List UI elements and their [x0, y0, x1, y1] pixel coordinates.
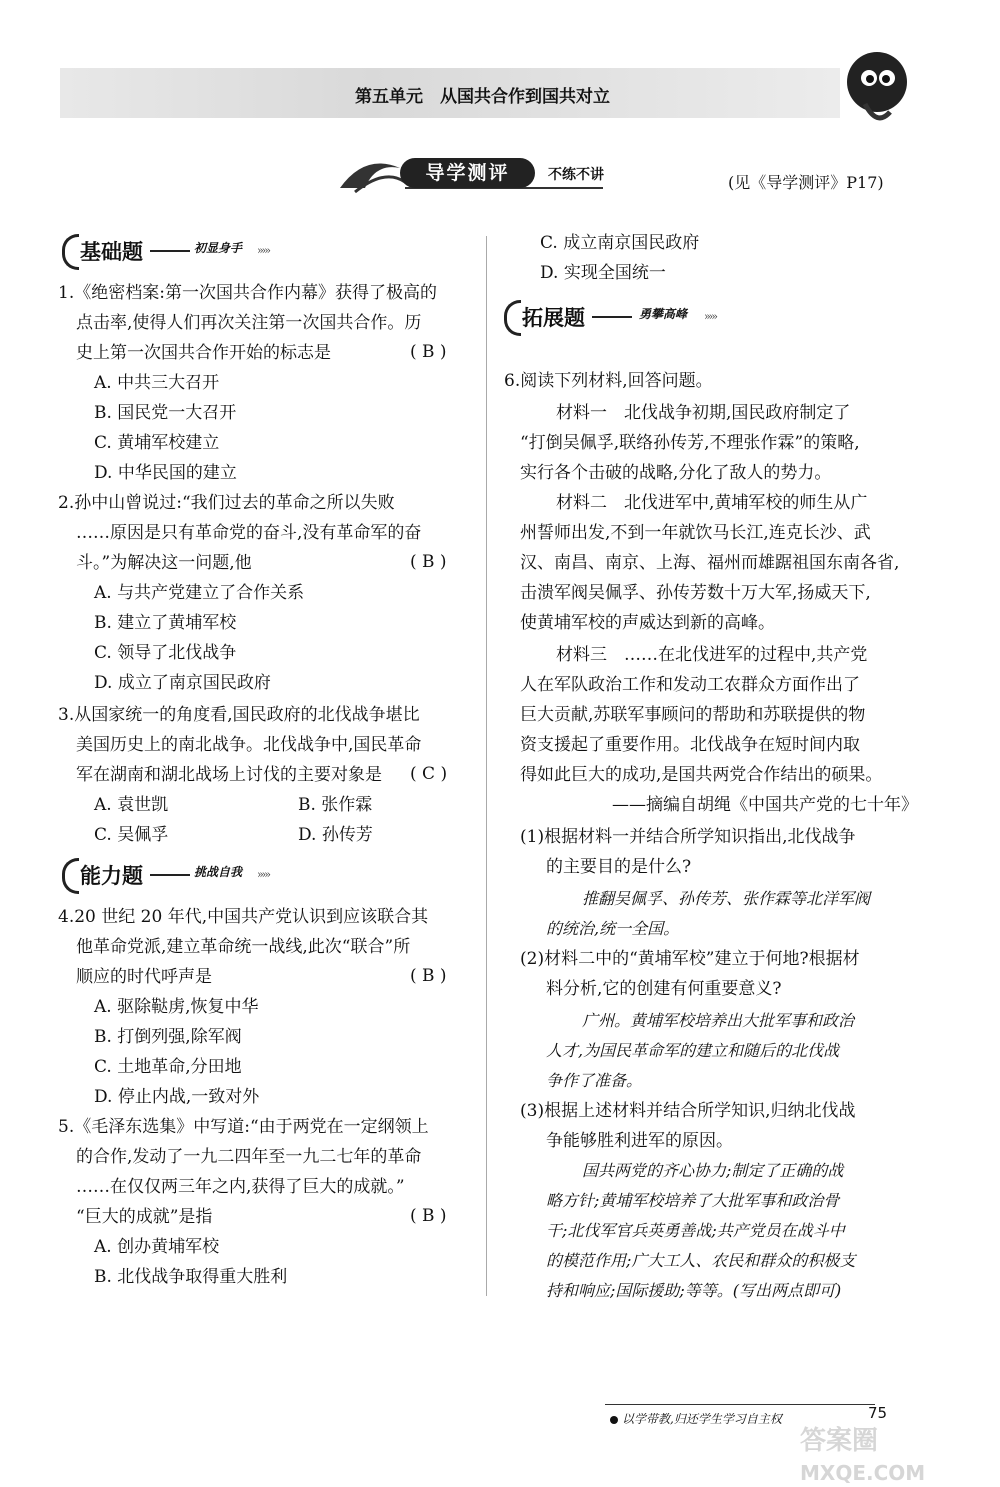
material-line: 资支援起了重要作用。北伐战争在短时间内取 [520, 735, 860, 755]
option: B. 国民党一大召开 [94, 403, 237, 423]
option: D. 中华民国的建立 [94, 463, 237, 483]
q-line: 的合作,发动了一九二四年至一九二七年的革命 [76, 1147, 422, 1167]
mascot-icon [835, 42, 915, 132]
material-line: 材料一 北伐战争初期,国民政府制定了 [556, 403, 851, 423]
answer: ( C ) [410, 764, 448, 784]
answer: ( B ) [410, 1206, 447, 1226]
material-line: 击溃军阀吴佩孚、孙传芳数十万大军,扬威天下, [520, 583, 871, 603]
material-line: “打倒吴佩孚,联络孙传芳,不理张作霖”的策略, [520, 433, 860, 453]
arrows-icon: ››››› [704, 310, 716, 323]
option: D. 停止内战,一致对外 [94, 1087, 260, 1107]
section-reference: (见《导学测评》P17) [728, 173, 884, 192]
material-line: 州誓师出发,不到一年就饮马长江,连克长沙、武 [520, 523, 871, 543]
arrows-icon: ››››› [257, 868, 269, 881]
q-line: 5.《毛泽东选集》中写道:“由于两党在一定纲领上 [58, 1117, 429, 1137]
sub-question: (3)根据上述材料并结合所学知识,归纳北伐战 [520, 1101, 856, 1121]
heading-title: 拓展题 [522, 306, 585, 330]
q-line: 顺应的时代呼声是 [76, 967, 212, 987]
material-line: 汉、南昌、南京、上海、福州而雄踞祖国东南各省, [520, 553, 900, 573]
material-line: 人在军队政治工作和发动工农群众方面作出了 [520, 675, 860, 695]
handwritten-answer: 推翻吴佩孚、孙传芳、张作霖等北洋军阀 [582, 889, 871, 908]
answer: ( B ) [410, 966, 447, 986]
sub-question: (2)材料二中的“黄埔军校”建立于何地?根据材 [520, 949, 860, 969]
answer: ( B ) [410, 342, 447, 362]
heading-dash [150, 874, 190, 876]
handwritten-answer: 干;北伐军官兵英勇善战;共产党员在战斗中 [546, 1221, 845, 1240]
material-source: ——摘编自胡绳《中国共产党的七十年》 [612, 795, 918, 815]
material-line: 得如此巨大的成功,是国共两党合作结出的硕果。 [520, 765, 883, 785]
unit-title: 第五单元 从国共合作到国共对立 [355, 87, 610, 107]
q-line: 点击率,使得人们再次关注第一次国共合作。历 [76, 313, 422, 333]
material-line: 材料二 北伐进军中,黄埔军校的师生从广 [556, 493, 868, 513]
material-line: 材料三 ……在北伐进军的过程中,共产党 [556, 645, 868, 665]
watermark-logo: 答案圈 MXQE.COM [800, 1426, 926, 1485]
bracket-icon [62, 234, 79, 270]
material-line: 实行各个击破的战略,分化了敌人的势力。 [520, 463, 832, 483]
q-line: ……在仅仅两三年之内,获得了巨大的成就。” [76, 1177, 405, 1197]
q-line: 斗。”为解决这一问题,他 [76, 553, 252, 573]
handwritten-answer: 国共两党的齐心协力;制定了正确的战 [582, 1161, 844, 1180]
material-line: 巨大贡献,苏联军事顾问的帮助和苏联提供的物 [520, 705, 866, 725]
bracket-icon [504, 300, 521, 336]
option: A. 驱除鞑虏,恢复中华 [94, 997, 259, 1017]
heading-extension [504, 298, 744, 334]
option: D. 实现全国统一 [540, 263, 666, 283]
bullet-icon [610, 1416, 618, 1424]
option: B. 建立了黄埔军校 [94, 613, 237, 633]
sub-question: 的主要目的是什么? [546, 857, 692, 877]
heading-title: 基础题 [80, 240, 143, 264]
q-line: 他革命党派,建立革命统一战线,此次“联合”所 [76, 937, 411, 957]
q-line: “巨大的成就”是指 [76, 1207, 213, 1227]
handwritten-answer: 持和响应;国际援助;等等。(写出两点即可) [546, 1281, 842, 1300]
option: D. 孙传芳 [298, 825, 373, 845]
option: A. 中共三大召开 [94, 373, 220, 393]
answer: ( B ) [410, 552, 447, 572]
handwritten-answer: 的统治,统一全国。 [546, 919, 680, 938]
option: A. 与共产党建立了合作关系 [94, 583, 305, 603]
handwritten-answer: 争作了准备。 [546, 1071, 643, 1090]
arrows-icon: ››››› [257, 244, 269, 257]
handwritten-answer: 人才,为国民革命军的建立和随后的北伐战 [546, 1041, 840, 1060]
q-line: 史上第一次国共合作开始的标志是 [76, 343, 331, 363]
section-tag: 不练不讲 [548, 167, 604, 183]
heading-basic [62, 232, 292, 268]
q-line: ……原因是只有革命党的奋斗,没有革命军的奋 [76, 523, 422, 543]
q-line: 4.20 世纪 20 年代,中国共产党认识到应该联合其 [58, 907, 429, 927]
column-divider [486, 236, 487, 1296]
sub-question: 料分析,它的创建有何重要意义? [546, 979, 782, 999]
page-number: 75 [868, 1404, 888, 1422]
option: C. 成立南京国民政府 [540, 233, 700, 253]
option: C. 黄埔军校建立 [94, 433, 220, 453]
heading-subtitle: 初显身手 [194, 241, 243, 255]
option: B. 北伐战争取得重大胜利 [94, 1267, 288, 1287]
q-stem: 6.阅读下列材料,回答问题。 [504, 371, 713, 391]
q-line: 3.从国家统一的角度看,国民政府的北伐战争堪比 [58, 705, 420, 725]
option: A. 创办黄埔军校 [94, 1237, 220, 1257]
heading-dash [592, 316, 632, 318]
section-label: 导学测评 [400, 158, 535, 188]
option: A. 袁世凯 [94, 795, 169, 815]
handwritten-answer: 的模范作用;广大工人、农民和群众的积极支 [546, 1251, 856, 1270]
handwritten-answer: 广州。黄埔军校培养出大批军事和政治 [582, 1011, 855, 1030]
q-line: 1.《绝密档案:第一次国共合作内幕》获得了极高的 [58, 283, 437, 303]
heading-subtitle: 勇攀高峰 [639, 307, 688, 321]
handwritten-answer: 略方针;黄埔军校培养了大批军事和政治骨 [546, 1191, 840, 1210]
heading-dash [150, 250, 190, 252]
option: C. 土地革命,分田地 [94, 1057, 242, 1077]
q-line: 军在湖南和湖北战场上讨伐的主要对象是 [76, 765, 382, 785]
option: B. 张作霖 [298, 795, 373, 815]
q-line: 美国历史上的南北战争。北伐战争中,国民革命 [76, 735, 422, 755]
footer-rule [605, 1404, 875, 1405]
material-line: 使黄埔军校的声威达到新的高峰。 [520, 613, 775, 633]
bracket-icon [62, 858, 79, 894]
heading-subtitle: 挑战自我 [194, 865, 243, 879]
heading-ability [62, 856, 292, 892]
sub-question: 争能够胜利进军的原因。 [546, 1131, 733, 1151]
option: B. 打倒列强,除军阀 [94, 1027, 242, 1047]
option: C. 领导了北伐战争 [94, 643, 237, 663]
heading-title: 能力题 [80, 864, 143, 888]
sub-question: (1)根据材料一并结合所学知识指出,北伐战争 [520, 827, 856, 847]
footer-slogan: 以学带教,归还学生学习自主权 [622, 1412, 782, 1426]
q-line: 2.孙中山曾说过:“我们过去的革命之所以失败 [58, 493, 395, 513]
option: C. 吴佩孚 [94, 825, 169, 845]
option: D. 成立了南京国民政府 [94, 673, 271, 693]
